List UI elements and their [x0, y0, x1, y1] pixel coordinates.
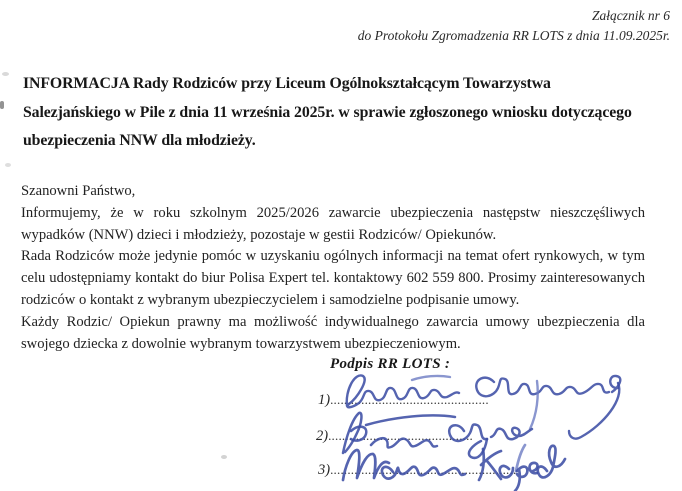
- document-body: [21, 181, 645, 355]
- title-line: Salezjańskiego w Pile z dnia 11 września 2025r. w sprawie zgłoszonego wniosku dotyczącego: [23, 103, 632, 121]
- body-line: wypadków (NNW) dzieci i młodzieży, pozostaje w gestii Rodziców/ Opiekunów.: [21, 226, 497, 243]
- signature-number: 1): [318, 392, 331, 408]
- signature-line-3: [318, 462, 516, 479]
- signature-dotted-line: ..............................................: [330, 392, 489, 407]
- signature-number: 2): [316, 428, 329, 444]
- attachment-number: Załącznik nr 6: [591, 8, 670, 23]
- protocol-reference: do Protokołu Zgromadzenia RR LOTS z dnia 11.09.2025r.: [357, 28, 670, 43]
- body-line: celu udostępniamy kontakt do biur Polisa Expert tel. kontaktowy 602 559 800. Prosimy zainteresowanych: [21, 270, 645, 287]
- signature-block-heading: Podpis RR LOTS :: [330, 356, 451, 372]
- salutation: Szanowni Państwo,: [21, 183, 136, 199]
- title-line: ubezpieczenia NNW dla młodzieży.: [23, 132, 256, 149]
- body-line: rodziców o kontakt z wybranym ubezpieczycielem i samodzielne podpisanie umowy.: [21, 291, 520, 308]
- signature-line-1: [318, 392, 489, 409]
- scan-artifact: [2, 72, 9, 76]
- body-line: Każdy Rodzic/ Opiekun prawny ma możliwość indywidualnego zawarcia umowy ubezpieczenia dla: [21, 313, 645, 330]
- scan-artifact: [0, 101, 4, 109]
- signature-dotted-line: ......................................................: [330, 462, 517, 477]
- scan-artifact: [5, 163, 11, 167]
- body-line: Informujemy, że w roku szkolnym 2025/2026 zawarcie ubezpieczenia następstw nieszczęśliwych: [21, 204, 645, 221]
- title-line: INFORMACJA Rady Rodziców przy Liceum Ogólnokształcącym Towarzystwa: [23, 75, 551, 92]
- attachment-header: [358, 6, 670, 46]
- body-line: Rada Rodziców może jedynie pomóc w uzyskaniu ogólnych informacji na temat ofert rynkowych, w tym: [21, 248, 645, 265]
- scan-artifact: [221, 455, 227, 459]
- signature-dotted-line: ..........................................: [328, 428, 473, 443]
- document-title: [23, 70, 668, 156]
- body-line: swojego dziecka z dowolnie wybranym towarzystwem ubezpieczeniowym.: [21, 335, 461, 352]
- signature-number: 3): [318, 462, 331, 478]
- signature-line-2: [316, 428, 473, 445]
